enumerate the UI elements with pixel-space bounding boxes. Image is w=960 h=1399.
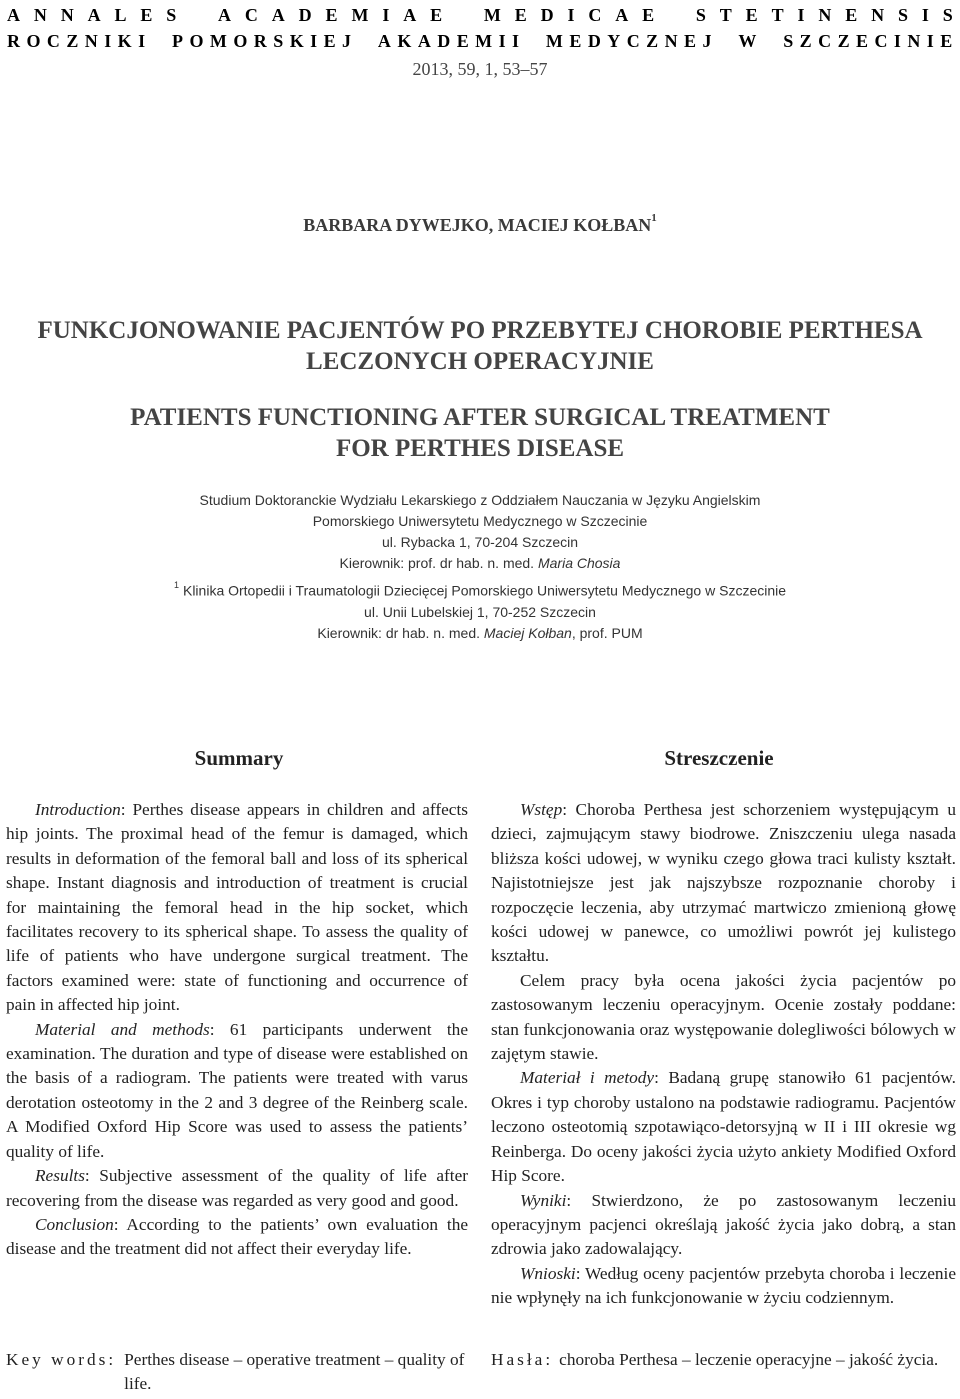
streszczenie-wnioski [491, 1262, 956, 1311]
summary-results-label: Results [35, 1166, 85, 1186]
affiliation-2-head-suffix: , prof. PUM [571, 624, 643, 641]
summary-introduction [6, 798, 468, 1018]
streszczenie-wstep-text: : Choroba Perthesa jest schorzeniem występującym u dzieci, zajmującym stawy biodrowe. Zniszczeniu ulega nasada bliższa kości udowej, w wyniku czego głowa traci kulisty kształt. Najistotniejsze jest jak najszybsze rozpoznanie choroby i rozpoczęcie leczenia, aby utrzymać martwiczo zmienioną głowę kości udowej w panewce, co umożliwi powrót jej kulistego kształtu. [491, 800, 956, 966]
streszczenie-wyniki-label: Wyniki [520, 1190, 567, 1210]
streszczenie-wnioski-text: : Według oceny pacjentów przebyta choroba i leczenie nie wpłynęły na ich funkcjonowanie w życiu codziennym. [491, 1263, 956, 1308]
affiliation-1 [0, 490, 960, 574]
affiliation-2-address: ul. Unii Lubelskiej 1, 70-252 Szczecin [364, 603, 596, 620]
summary-conclusion [6, 1213, 468, 1262]
streszczenie-keywords [491, 1348, 956, 1372]
summary-methods-label: Material and methods [35, 1019, 210, 1039]
affiliation-2-marker: 1 [173, 580, 179, 590]
streszczenie-metody-label: Materiał i metody [520, 1068, 655, 1088]
streszczenie-metody [491, 1066, 956, 1188]
summary-introduction-text: : Perthes disease appears in children and affects hip joints. The proximal head of the femur is damaged, which results in deformation of the femoral ball and loss of its spherical shape. Instant diagnosis and introduction of treatment is crucial for maintaining the femoral head in the hip socket, which facilitates recovery to its spherical shape. To assess the quality of life of patients who have undergone surgical treatment. The factors examined were: state of functioning and occurrence of pain in affected hip joint. [6, 800, 468, 1015]
streszczenie-keywords-text: choroba Perthesa – leczenie operacyjne – jakość życia. [559, 1350, 939, 1369]
journal-title-polish: R O C Z N I K I P O M O R S K I E J A K A D E M I I M E D Y C Z N E J W S Z C Z E C I N I E [7, 30, 953, 51]
summary-results-text: : Subjective assessment of the quality of life after recovering from the disease was regarded as very good and good. [6, 1166, 468, 1210]
summary-keywords [6, 1348, 476, 1397]
summary-conclusion-label: Conclusion [35, 1214, 114, 1234]
title-polish [0, 315, 960, 377]
streszczenie-wyniki [491, 1189, 956, 1262]
citation: 2013, 59, 1, 53–57 [412, 59, 548, 79]
affiliation-2-head-name: Maciej Kołban [483, 624, 572, 641]
author-affiliation-marker: 1 [651, 212, 657, 224]
affiliation-2 [0, 577, 960, 644]
summary-keywords-text: Perthes disease – operative treatment – quality of life. [124, 1350, 465, 1394]
title-english [0, 402, 960, 464]
summary-introduction-label: Introduction [35, 800, 121, 819]
affiliation-1-head-prefix: Kierownik: prof. dr hab. n. med. [339, 555, 538, 571]
streszczenie-wstep-label: Wstęp [520, 800, 563, 819]
title-english-line2: FOR PERTHES DISEASE [335, 435, 625, 462]
summary-results [6, 1164, 468, 1213]
author-names: BARBARA DYWEJKO, MACIEJ KOŁBAN [303, 215, 652, 235]
affiliation-1-address: ul. Rybacka 1, 70-204 Szczecin [381, 534, 579, 550]
streszczenie-wstep [491, 798, 956, 969]
streszczenie-cel: Celem pracy była ocena jakości życia pacjentów po zastosowanym leczeniu operacyjnym. Ocenie zostały poddane: stan funkcjonowania oraz występowanie dolegliwości bólowych w zajętym stawie. [491, 970, 956, 1064]
affiliation-1-head [0, 553, 960, 574]
summary-conclusion-text: : According to the patients’ own evaluation the disease and the treatment did not affect their everyday life. [6, 1214, 468, 1259]
title-english-line1: PATIENTS FUNCTIONING AFTER SURGICAL TREATMENT [130, 404, 830, 431]
title-polish-line2: LECZONYCH OPERACYJNIE [306, 348, 654, 375]
summary-methods-text: : 61 participants underwent the examination. The duration and type of disease were established on the basis of a radiogram. The patients were treated with varus derotation osteotomy in the 2 and 3 degree of the Reinberg scale. A Modified Oxford Hip Score was used to assess the patients’ quality of life. [6, 1019, 468, 1161]
journal-title-latin: A N N A L E S A C A D E M I A E M E D I C A E S T E T I N E N S I S [7, 4, 953, 25]
streszczenie-metody-text: : Badaną grupę stanowiło 61 pacjentów. Okres i typ choroby ustalono na podstawie radiogramu. Pacjentów leczono osteotomią szpotawiąco-detorsyjną w II i III okresie wg Reinberga. Do oceny jakości życia użyto ankiety Modified Oxford Hip Score. [491, 1068, 957, 1186]
summary-body [6, 798, 468, 1262]
affiliation-1-head-name: Maria Chosia [537, 555, 621, 571]
title-polish-line1: FUNKCJONOWANIE PACJENTÓW PO PRZEBYTEJ CHOROBIE PERTHESA [37, 317, 923, 344]
streszczenie-keywords-label: Hasła: [491, 1350, 554, 1369]
streszczenie-heading: Streszczenie [664, 746, 774, 770]
streszczenie-wyniki-text: : Stwierdzono, że po zastosowanym leczeniu operacyjnym pacjenci określają jakość życia jako dobrą, a stan zdrowia jako zadowalający. [491, 1190, 956, 1259]
affiliation-1-line2: Pomorskiego Uniwersytetu Medycznego w Szczecinie [312, 513, 648, 529]
streszczenie-wnioski-label: Wnioski [520, 1263, 576, 1283]
summary-methods [6, 1018, 468, 1164]
affiliation-2-head-prefix: Kierownik: dr hab. n. med. [317, 624, 484, 641]
affiliation-2-head [0, 623, 960, 644]
affiliation-2-name: Klinika Ortopedii i Traumatologii Dziecięcej Pomorskiego Uniwersytetu Medycznego w Szczecinie [182, 582, 787, 599]
authors [0, 212, 960, 241]
summary-heading: Summary [194, 746, 284, 770]
streszczenie-body [491, 798, 956, 1311]
affiliation-1-line1: Studium Doktoranckie Wydziału Lekarskiego z Oddziałem Nauczania w Języku Angielskim [199, 492, 761, 508]
summary-keywords-label: Key words: [6, 1350, 117, 1369]
affiliation-2-line1 [0, 577, 960, 602]
